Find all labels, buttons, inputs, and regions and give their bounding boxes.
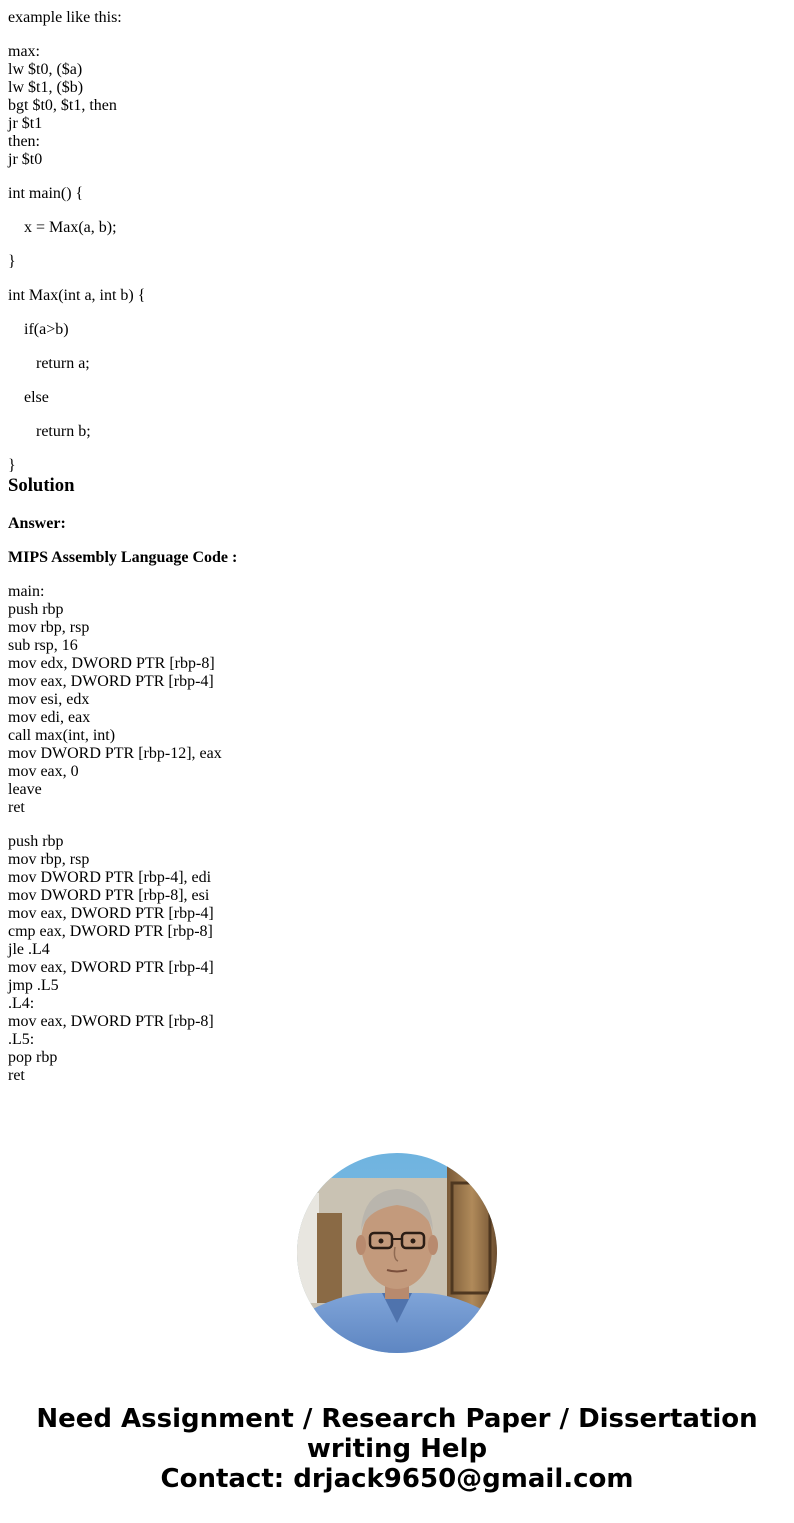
c-code-line: else xyxy=(24,389,49,406)
max-asm-block xyxy=(8,833,778,1085)
question-asm-block xyxy=(8,43,778,169)
asm-line: mov DWORD PTR [rbp-8], esi xyxy=(8,887,210,904)
answer-label: Answer: xyxy=(8,515,66,532)
c-code-line: return a; xyxy=(36,355,90,372)
asm-line: mov eax, DWORD PTR [rbp-8] xyxy=(8,1013,214,1030)
asm-line: pop rbp xyxy=(8,1049,58,1066)
portrait-photo xyxy=(297,1153,497,1353)
promo-contact: Contact: drjack9650@gmail.com xyxy=(160,1464,634,1494)
question-c-code xyxy=(8,185,778,475)
asm-line: .L5: xyxy=(8,1031,35,1048)
asm-line: lw $t1, ($b) xyxy=(8,79,84,96)
asm-line: jr $t0 xyxy=(8,151,43,168)
c-code-line: return b; xyxy=(36,423,91,440)
promo-banner xyxy=(0,1404,794,1494)
promo-line-1: Need Assignment / Research Paper / Dissertation xyxy=(36,1404,758,1434)
asm-line: mov eax, DWORD PTR [rbp-4] xyxy=(8,905,214,922)
asm-line: push rbp xyxy=(8,601,64,618)
asm-line: ret xyxy=(8,799,25,816)
asm-line: call max(int, int) xyxy=(8,727,116,744)
asm-line: main: xyxy=(8,583,45,600)
asm-line: bgt $t0, $t1, then xyxy=(8,97,117,114)
asm-line: jmp .L5 xyxy=(8,977,59,994)
code-title: MIPS Assembly Language Code : xyxy=(8,549,238,566)
asm-line: mov eax, DWORD PTR [rbp-4] xyxy=(8,959,214,976)
asm-line: mov edx, DWORD PTR [rbp-8] xyxy=(8,655,215,672)
asm-line: mov rbp, rsp xyxy=(8,851,90,868)
asm-line: sub rsp, 16 xyxy=(8,637,78,654)
asm-line: mov eax, 0 xyxy=(8,763,79,780)
asm-line: jr $t1 xyxy=(8,115,43,132)
c-code-line: int main() { xyxy=(8,185,84,202)
asm-line: mov DWORD PTR [rbp-12], eax xyxy=(8,745,222,762)
asm-line: mov esi, edx xyxy=(8,691,90,708)
document-body xyxy=(8,9,778,1085)
asm-line: cmp eax, DWORD PTR [rbp-8] xyxy=(8,923,213,940)
asm-line: then: xyxy=(8,133,40,150)
asm-line: mov DWORD PTR [rbp-4], edi xyxy=(8,869,212,886)
solution-heading: Solution xyxy=(8,475,75,496)
c-code-line: if(a>b) xyxy=(24,321,69,338)
asm-line: push rbp xyxy=(8,833,64,850)
c-code-line: } xyxy=(8,253,16,270)
asm-line: max: xyxy=(8,43,40,60)
asm-line: mov eax, DWORD PTR [rbp-4] xyxy=(8,673,214,690)
main-asm-block xyxy=(8,583,778,817)
c-code-line: int Max(int a, int b) { xyxy=(8,287,146,304)
asm-line: mov rbp, rsp xyxy=(8,619,90,636)
author-avatar xyxy=(297,1153,497,1353)
asm-line: lw $t0, ($a) xyxy=(8,61,83,78)
asm-line: mov edi, eax xyxy=(8,709,91,726)
c-code-line: } xyxy=(8,457,16,474)
asm-line: leave xyxy=(8,781,42,798)
promo-line-2: writing Help xyxy=(306,1434,488,1464)
asm-line: .L4: xyxy=(8,995,35,1012)
intro-text: example like this: xyxy=(8,9,122,26)
asm-line: jle .L4 xyxy=(8,941,50,958)
asm-line: ret xyxy=(8,1067,25,1084)
c-code-line: x = Max(a, b); xyxy=(24,219,117,236)
